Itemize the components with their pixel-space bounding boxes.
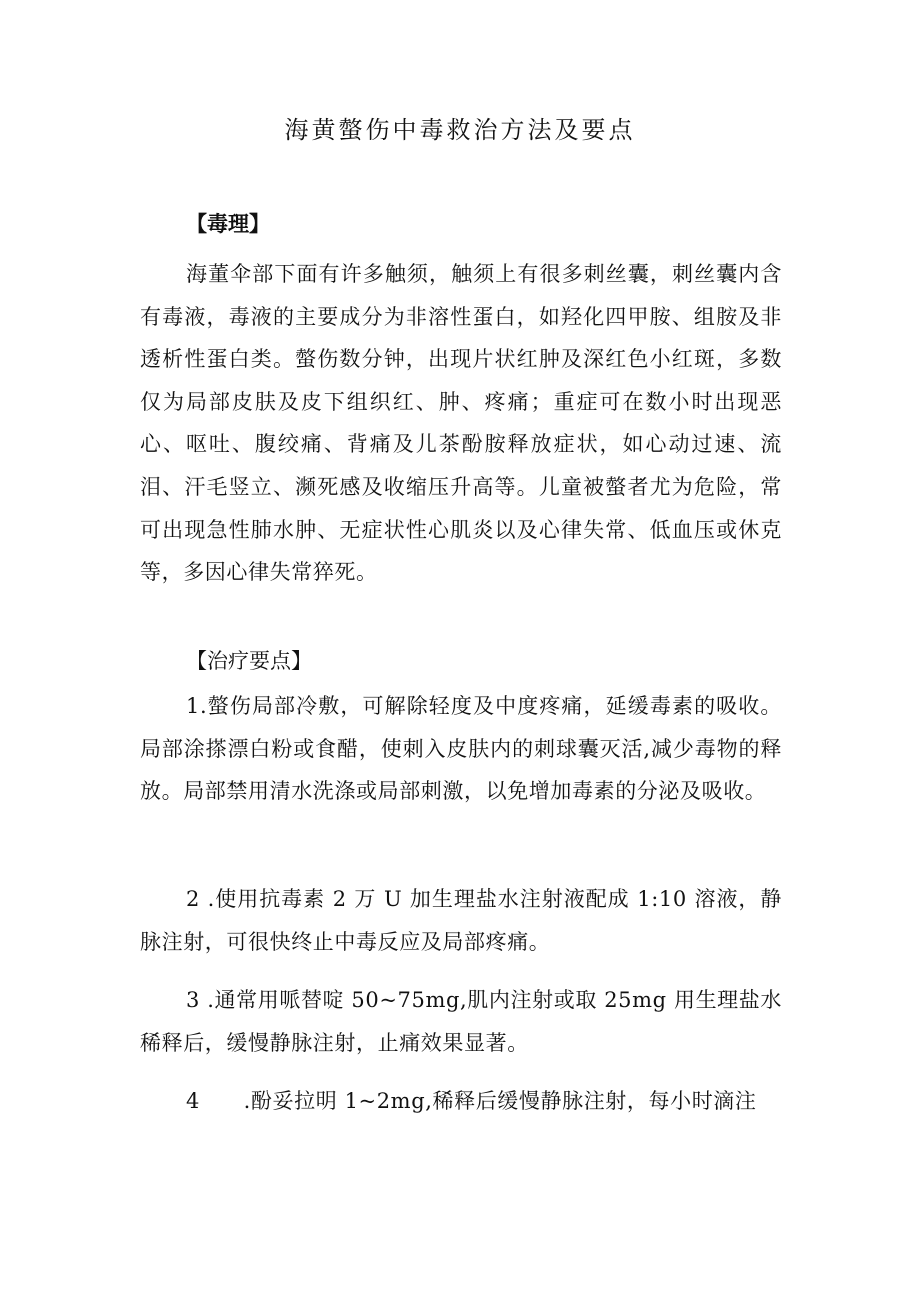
- toxicology-paragraph: 海董伞部下面有许多触须，触须上有很多刺丝囊，刺丝囊内含有毒液，毒液的主要成分为非溶性蛋白，如羟化四甲胺、组胺及非透析性蛋白类。螫伤数分钟，出现片状红肿及深红色小红斑，多数仅为局部皮肤及皮下组织红、肿、疼痛；重症可在数小时出现恶心、呕吐、腹绞痛、背痛及儿茶酚胺释放症状，如心动过速、流泪、汗毛竖立、濒死感及收缩压升高等。儿童被螫者尤为危险，常可出现急性肺水肿、无症状性心肌炎以及心律失常、低血压或休克等，多因心律失常猝死。: [140, 262, 782, 585]
- treatment-item-1: 1.螫伤局部冷敷，可解除轻度及中度疼痛，延缓毒素的吸收。局部涂搽漂白粉或食醋，使刺入皮肤内的刺球囊灭活,减少毒物的释放。局部禁用清水洗涤或局部刺激，以免增加毒素的分泌及吸收。: [140, 694, 782, 804]
- section-heading-toxicology: 【毒理】: [186, 212, 270, 236]
- treatment-item-3: 3 .通常用哌替啶 50~75mg,肌内注射或取 25mg 用生理盐水稀释后，缓慢静脉注射，止痛效果显著。: [140, 988, 782, 1055]
- treatment-item-2: 2 .使用抗毒素 2 万 U 加生理盐水注射液配成 1:10 溶液，静脉注射，可很快终止中毒反应及局部疼痛。: [140, 887, 782, 954]
- document-title: 海黄螫伤中毒救治方法及要点: [284, 116, 636, 144]
- section-heading-treatment: 【治疗要点】: [186, 649, 312, 673]
- treatment-item-4: 4 .酚妥拉明 1~2mg,稀释后缓慢静脉注射，每小时滴注: [186, 1089, 757, 1113]
